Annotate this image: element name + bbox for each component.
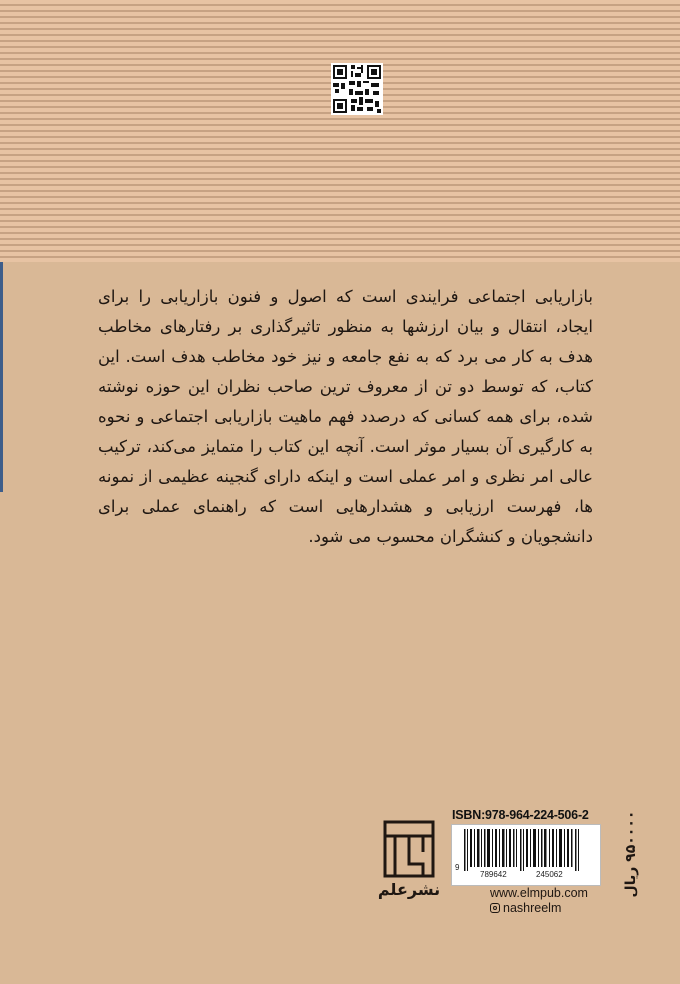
isbn-text: ISBN:978-964-224-506-2: [452, 808, 589, 822]
striped-header-band: [0, 0, 680, 262]
barcode-middle-digits: 789642: [480, 870, 507, 879]
barcode-left-digit: 9: [455, 863, 460, 872]
barcode-icon: [451, 824, 601, 886]
instagram-handle: nashreelm: [503, 901, 562, 915]
spine-edge-line: [0, 262, 3, 492]
publisher-website[interactable]: www.elmpub.com: [490, 886, 588, 900]
price-label: ۹۵۰۰۰۰ ریال: [623, 810, 639, 898]
publisher-name: نشرعلم: [377, 880, 441, 899]
qr-code-icon[interactable]: [331, 63, 383, 115]
barcode-right-digits: 245062: [536, 870, 563, 879]
publisher-instagram[interactable]: [490, 901, 610, 915]
instagram-icon: [490, 903, 500, 913]
back-cover-description: بازاریابی اجتماعی فرایندی است که اصول و فنون بازاریابی را برای ایجاد، انتقال و بیان ارزشها به منظور تاثیرگذاری بر رفتارهای مخاطب هدف به کار می برد که به نفع جامعه و نیز خود مخاطب هدف است. این کتاب، که توسط دو تن از معروف ترین صاحب نظران این حوزه نوشته شده، برای همه کسانی که درصدد فهم ماهیت بازاریابی اجتماعی و نحوه به کارگیری آن بسیار موثر است. آنچه این کتاب را متمایز می‌کند، ترکیب عالی امر نظری و امر عملی است و اینکه دارای گنجینه عظیمی از نمونه ها، فهرست ارزیابی و هشدارهایی است که راهنمای عملی برای دانشجویان و کنشگران محسوب می شود.: [98, 287, 593, 546]
